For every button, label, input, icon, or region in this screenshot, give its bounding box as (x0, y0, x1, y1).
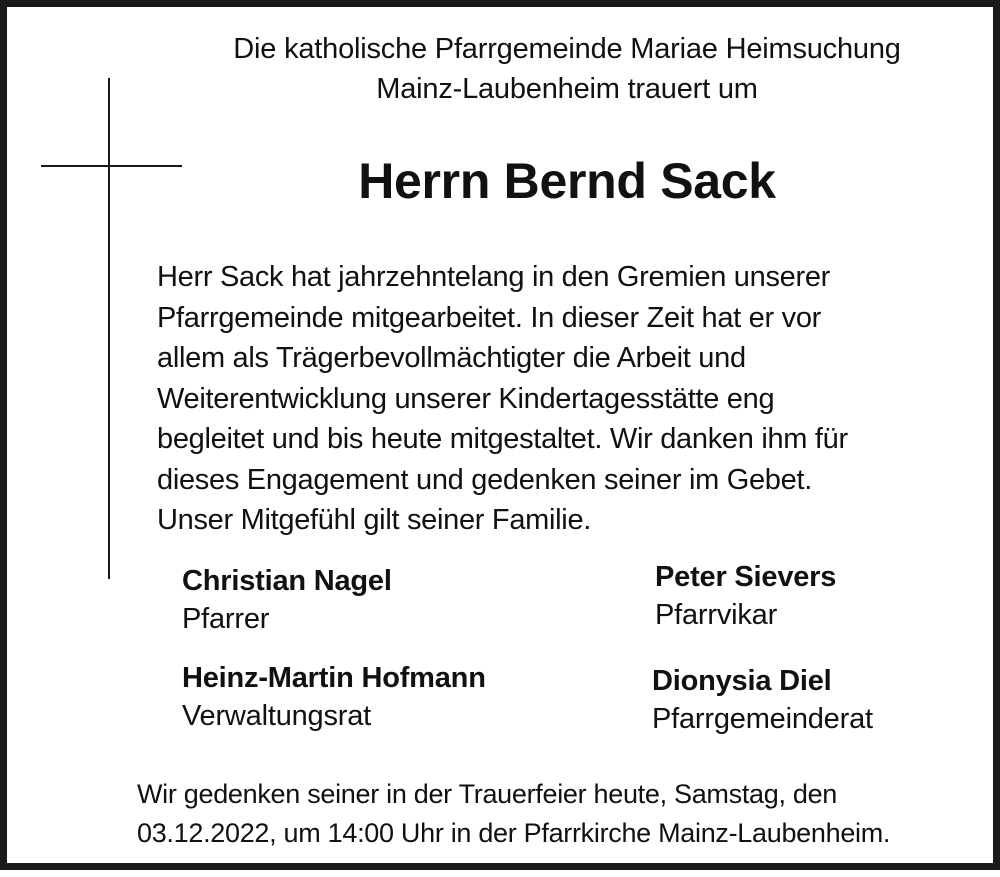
signatory-2 (655, 558, 836, 634)
tribute-text: Herr Sack hat jahrzehntelang in den Gremien unserer Pfarrgemeinde mitgearbeitet. In dieser Zeit hat er vor allem als Trägerbevollmächtigter die Arbeit und Weiterentwicklung unserer Kindertagesstätte eng begleitet und bis heute mitgestaltet. Wir danken ihm für dieses Engagement und gedenken seiner im Gebet. Unser Mitgefühl gilt seiner Familie. (157, 261, 848, 536)
signatory-role: Pfarrvikar (655, 599, 778, 631)
signatory-role: Pfarrer (182, 603, 270, 635)
deceased-name: Herrn Bernd Sack (358, 153, 776, 209)
cross-vertical-bar (108, 78, 110, 579)
funeral-service-text: Wir gedenken seiner in der Trauerfeier heute, Samstag, den 03.12.2022, um 14:00 Uhr in der Pfarrkirche Mainz-Laubenheim. (137, 779, 891, 848)
signatory-name: Dionysia Diel (652, 665, 832, 697)
signatory-1 (182, 562, 392, 638)
cross-horizontal-bar (41, 165, 182, 167)
signatory-name: Peter Sievers (655, 561, 837, 593)
signatory-role: Pfarrgemeinderat (652, 703, 873, 735)
intro-line-2: Mainz-Laubenheim trauert um (376, 73, 758, 105)
signatory-name: Heinz-Martin Hofmann (182, 662, 486, 694)
signatory-role: Verwaltungsrat (182, 700, 372, 732)
signatory-3 (182, 659, 486, 735)
signatory-4 (652, 662, 873, 738)
signatory-name: Christian Nagel (182, 565, 392, 597)
intro-line-1: Die katholische Pfarrgemeinde Mariae Heimsuchung (233, 33, 901, 65)
intro-text (157, 29, 977, 109)
